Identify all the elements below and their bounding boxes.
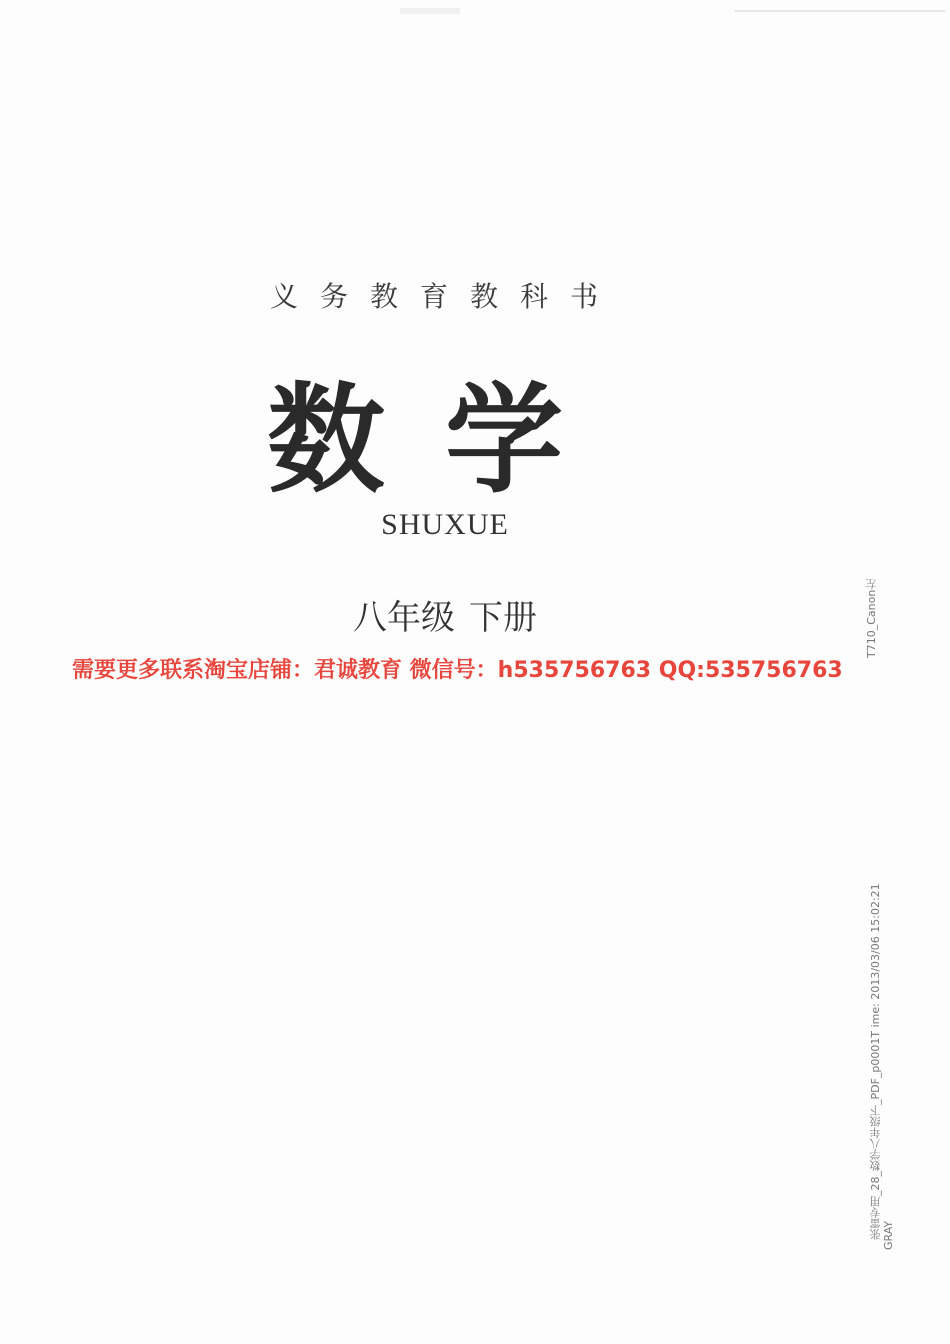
- scan-edge-line: [735, 10, 945, 12]
- book-title-pinyin: SHUXUE: [381, 508, 509, 541]
- scanner-device-mark: T710_Canon左: [865, 578, 878, 658]
- grade-volume: [0, 590, 890, 639]
- grade-label: 八年级: [353, 598, 455, 638]
- seller-watermark: 需要更多联系淘宝店铺：君诚教育 微信号：h535756763 QQ:535756763: [72, 658, 843, 683]
- book-title: 数学: [266, 370, 623, 509]
- series-title: 义务教育教科书: [269, 280, 620, 313]
- scan-color-mode: GRAY: [882, 1220, 895, 1250]
- scan-file-info: 张雷专用_28_数学八年级下_PDF_p0001T ime: 2013/03/06 15:02:21: [869, 883, 882, 1240]
- scan-smudge: [400, 8, 460, 14]
- volume-label: 下册: [469, 598, 537, 638]
